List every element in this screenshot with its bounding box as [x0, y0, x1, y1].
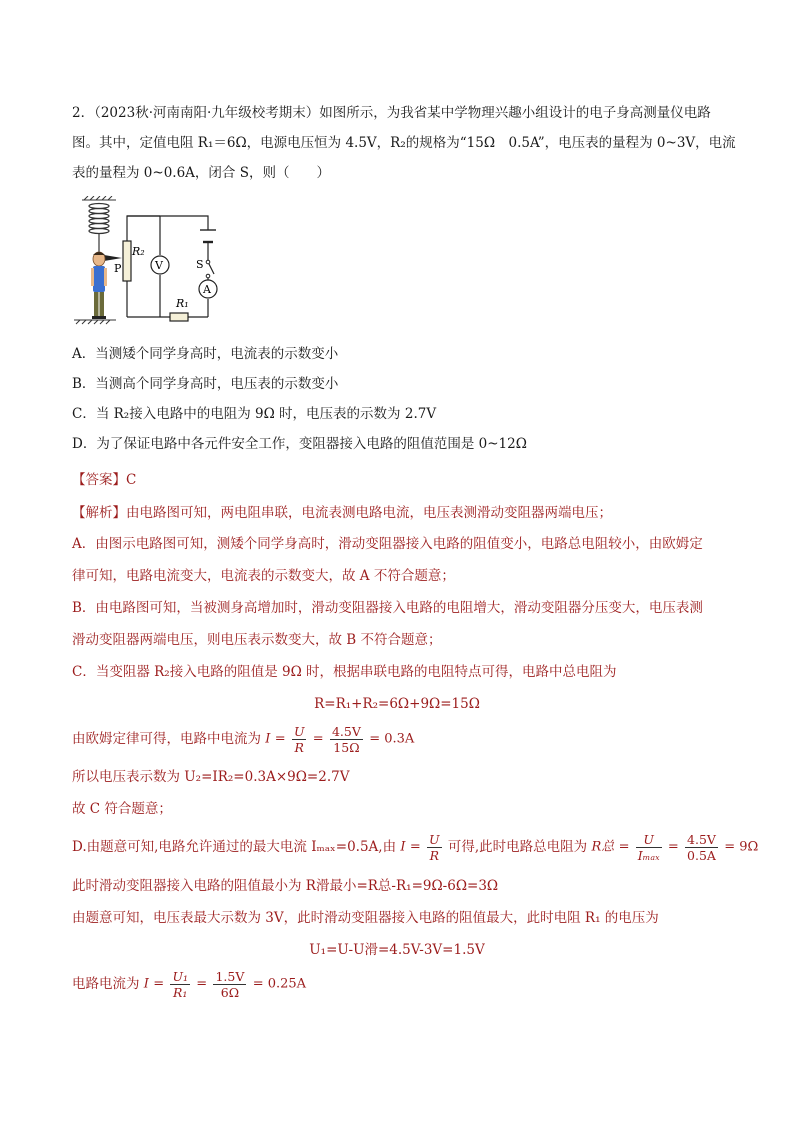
r1-label: R₁: [176, 297, 189, 310]
fraction-values: $\frac{4.5V}{15\Omega}$: [331, 724, 361, 755]
analysis-c-current: 由欧姆定律可得，电路中电流为 I = $\frac{U}{R}$ = $\frac{4.5V}{15\Omega}$ = 0.3A: [72, 724, 415, 755]
student-figure-icon: [91, 252, 107, 319]
analysis-d-current: 电路电流为 I = $\frac{\text{U₁}}{\text{R₁}}$ = $\frac{1.5V}{6\Omega}$ = 0.25A: [72, 969, 307, 1000]
voltmeter-label: V: [155, 259, 163, 272]
analysis-c-line-1: C．当变阻器 R₂接入电路的阻值是 9Ω 时，根据串联电路的电阻特点可得，电路中总电阻为: [72, 664, 617, 680]
r2-label: R₂: [132, 245, 145, 258]
analysis-b-line-1: B．由电路图可知，当被测身高增加时，滑动变阻器接入电路的电阻增大，滑动变阻器分压变大，电压表测: [72, 600, 703, 616]
question-line-3: 表的量程为 0~0.6A，闭合 S，则（ ）: [72, 165, 330, 181]
analysis-b-line-2: 滑动变阻器两端电压，则电压表示数变大，故 B 不符合题意；: [72, 632, 442, 648]
analysis-d-line-3: 由题意可知，电压表最大示数为 3V，此时滑动变阻器接入电路的阻值最大，此时电阻 R₁ 的电压为: [72, 910, 659, 926]
analysis-a-line-2: 律可知，电路电流变大，电流表的示数变大，故 A 不符合题意；: [72, 568, 455, 584]
question-line-1: 2．（2023秋·河南南阳·九年级校考期末）如图所示，为我省某中学物理兴趣小组设计的电子身高测量仪电路: [72, 105, 711, 121]
switch-label: S: [196, 258, 204, 271]
analysis-d-line-2: 此时滑动变阻器接入电路的阻值最小为 R滑最小=R总-R₁=9Ω-6Ω=3Ω: [72, 878, 499, 894]
analysis-c-equation: R=R₁+R₂=6Ω+9Ω=15Ω: [314, 696, 480, 712]
fraction-u-over-r: $\frac{U}{R}$: [293, 724, 305, 755]
answer-value: C: [126, 472, 137, 488]
answer-tag: 【答案】: [72, 472, 126, 488]
option-b: B．当测高个同学身高时，电压表的示数变小: [72, 376, 339, 392]
analysis-intro: 【解析】由电路图可知，两电阻串联，电流表测电路电流，电压表测滑动变阻器两端电压；: [72, 505, 612, 521]
analysis-c-voltage: 所以电压表示数为 U₂=IR₂=0.3A×9Ω=2.7V: [72, 769, 350, 785]
analysis-c-conclusion: 故 C 符合题意；: [72, 801, 172, 817]
ammeter-label: A: [203, 283, 211, 296]
resistor-r1: [170, 313, 188, 321]
answer-line: [72, 470, 136, 490]
spring-icon: [89, 204, 109, 234]
slider-label: P: [114, 262, 122, 275]
analysis-d-line-1: D.由题意可知,电路允许通过的最大电流 Iₘₐₓ=0.5A,由 I = $\frac{U}{R}$ 可得,此时电路总电阻为 R总 = $\frac{U}{\text{Iₘₐₓ}}$ = $\frac{4.5V}{0.5A}$ = 9Ω: [72, 832, 759, 863]
rheostat-r2: [123, 241, 131, 281]
analysis-tag: 【解析】: [72, 505, 126, 521]
question-line-2: 图。其中，定值电阻 R₁＝6Ω，电源电压恒为 4.5V，R₂的规格为“15Ω 0.5A”，电压表的量程为 0~3V，电流: [72, 135, 736, 151]
option-d: D．为了保证电路中各元件安全工作，变阻器接入电路的阻值范围是 0~12Ω: [72, 436, 527, 452]
analysis-a-line-1: A．由图示电路图可知，测矮个同学身高时，滑动变阻器接入电路的阻值变小，电路总电阻较小，由欧姆定: [72, 536, 703, 552]
option-c: C．当 R₂接入电路中的电阻为 9Ω 时，电压表的示数为 2.7V: [72, 406, 437, 422]
option-a: A．当测矮个同学身高时，电流表的示数变小: [72, 346, 339, 362]
circuit-diagram: [70, 196, 230, 331]
analysis-d-equation: U₁=U-U滑=4.5V-3V=1.5V: [309, 942, 485, 958]
